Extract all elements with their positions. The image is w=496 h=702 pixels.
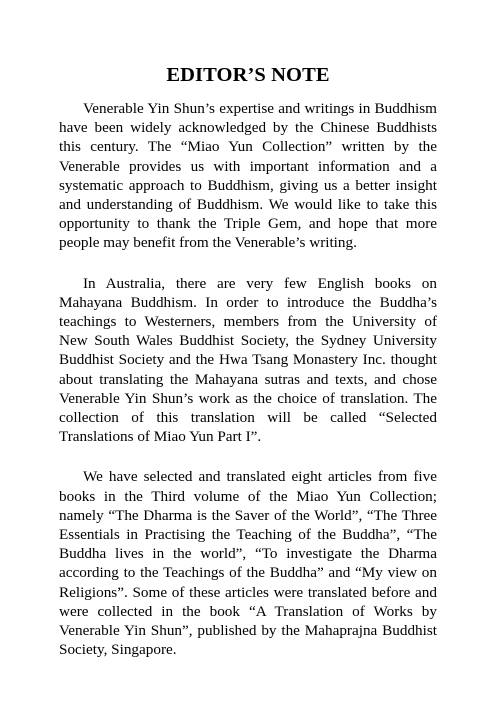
paragraph-intro: Venerable Yin Shun’s expertise and writings in Buddhism have been widely acknowledged by the Chinese Buddhists this century. The “Miao Yun Collection” written by the Venerable provides us with important information and a systematic approach to Buddhism, giving us a better insight and understanding of Buddhism. We would like to take this opportunity to thank the Triple Gem, and hope that more people may benefit from the Venerable’s writing. xyxy=(59,100,437,252)
paragraph-australia: In Australia, there are very few English books on Mahayana Buddhism. In order to introduce the Buddha’s teachings to Westerners, members from the University of New South Wales Buddhist Society, the Sydney University Buddhist Society and the Hwa Tsang Monastery Inc. thought about translating the Mahayana sutras and texts, and chose Venerable Yin Shun’s work as the choice of translation. The collection of this translation will be called “Selected Translations of Miao Yun Part I”. xyxy=(59,274,437,446)
document-body xyxy=(59,99,437,659)
paragraph-selection: We have selected and translated eight articles from five books in the Third volume of the Miao Yun Collection; namely “The Dharma is the Saver of the World”, “The Three Essentials in Practising the Teaching of the Buddha”, “The Buddha lives in the world”, “To investigate the Dharma according to the Teachings of the Buddha” and “My view on Religions”. Some of these articles were translated before and were collected in the book “A Translation of Works by Venerable Yin Shun”, published by the Mahaprajna Buddhist Society, Singapore. xyxy=(59,468,437,659)
page-title: EDITOR’S NOTE xyxy=(166,64,330,86)
